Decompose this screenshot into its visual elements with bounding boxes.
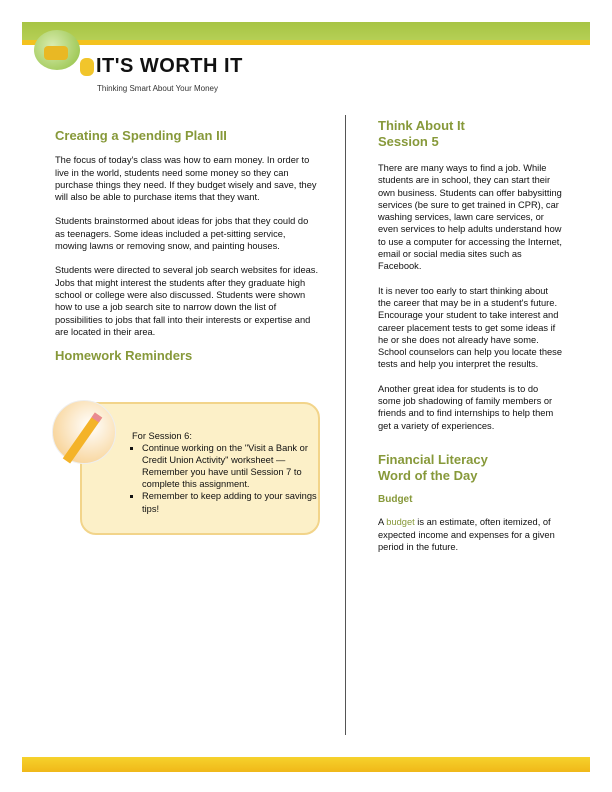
homework-item: ▪ Remember to keep adding to your savings tips! (142, 490, 317, 514)
column-divider (345, 115, 346, 735)
word: Budget (378, 493, 413, 505)
right-title: Think About It Session 5 (378, 118, 465, 149)
left-title: Creating a Spending Plan III (55, 128, 227, 143)
homework-item: ▪ Continue working on the "Visit a Bank or Credit Union Activity" worksheet — Remember you have until Session 7 to complete this assignment. (142, 442, 317, 490)
paragraph: It is never too early to start thinking about the career that may be in a student's future. Encourage your student to take interest and career placement tests to get some ideas if he or she does not already have some. School counselors can help you locate these tests and help you interpret the results. (378, 285, 562, 370)
paragraph: Another great idea for students is to do some job shadowing of family members or friends and to find internships to help them get a variety of experiences. (378, 383, 554, 431)
definition-prefix: A (378, 517, 387, 528)
paragraph: There are many ways to find a job. While students are in school, they can start their own business. Students can offer babysitting services (be sure to get trained in CPR), car washing services, lawn care services, or even services to help adults understand how to use a computer for accessing the Internet, email or social media sites such as Facebook. (378, 163, 562, 272)
word-title: Financial Literacy Word of the Day (378, 451, 488, 483)
mascot-icon (80, 58, 94, 76)
homework-content (132, 430, 317, 515)
tagline: Thinking Smart About Your Money (97, 84, 218, 93)
paragraph: Students brainstormed about ideas for jobs that they could do as teenagers. Some ideas included a pet-sitting service, mowing lawns or removing snow, and painting houses. (55, 216, 309, 252)
right-column (378, 118, 563, 565)
homework-title: Homework Reminders (55, 348, 193, 364)
paragraph: The focus of today's class was how to earn money. In order to live in the world, students need some money so they can purchase things they need. If they budget wisely and save, they will also be able to purchase items that they want. (55, 155, 317, 203)
header-band (22, 22, 590, 40)
homework-intro: For Session 6: (132, 431, 192, 441)
paragraph: Students were directed to several job search websites for ideas. Jobs that might interest the students after they graduate high school or college were also discussed. Students were shown how to use a job search site to narrow down the list of possibilities to jobs that fall into their interests or expertise and are located in their area. (55, 265, 319, 337)
coins-icon (44, 46, 68, 60)
logo: IT'S WORTH IT (96, 55, 243, 77)
header-stripe (22, 40, 590, 45)
definition-text: is an estimate, often itemized, of expected income and expenses for a given period in the future. (378, 517, 555, 552)
left-column (55, 130, 320, 362)
definition (378, 516, 563, 553)
definition-word: budget (386, 517, 415, 528)
footer-band (22, 757, 590, 772)
